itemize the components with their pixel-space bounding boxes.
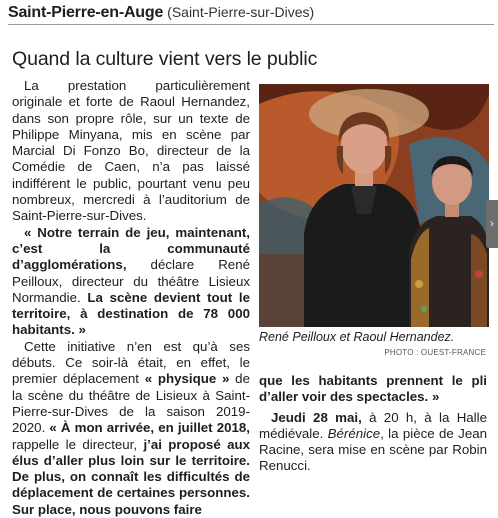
next-page-button[interactable]: [486, 200, 498, 248]
event-date: Jeudi 28 mai,: [271, 409, 362, 425]
place-name: Saint-Pierre-en-Auge: [8, 4, 164, 21]
sub-place-name: (Saint-Pierre-sur-Dives): [167, 4, 315, 20]
play-title: Bérénice: [327, 425, 381, 441]
quote-text: que les habitants prennent le pli d’aller voir des spectacles. »: [259, 373, 487, 405]
photo-illustration: [259, 84, 489, 327]
article-headline: Quand la culture vient vers le public: [12, 48, 318, 70]
paragraph-initiative: [12, 339, 250, 518]
paragraph-intro: La prestation particulièrement originale et forte de Raoul Hernandez, dans son propre rôle, sur un texte de Philippe Minyana, mis en scène par Marcial Di Fonzo Bo, directeur de la Comédie de Caen, n’a pas laissé indifférent le public, pourtant venu peu nombreux, mercredi à l’auditorium de Saint-Pierre-sur-Dives.: [12, 78, 250, 224]
emphasis-text: « physique »: [144, 371, 230, 387]
quote-text: « Notre terrain de jeu, maintenant, c’est la communauté d’agglomérations,: [12, 224, 250, 273]
event-location: à 20 h, à la Halle médiévale.: [259, 409, 487, 441]
photo-caption: René Peilloux et Raoul Hernandez.: [259, 330, 455, 344]
paragraph-quote-end: [259, 373, 487, 406]
quote-attribution: déclare René Peilloux, directeur du théâtre Lisieux Normandie.: [12, 257, 250, 305]
paragraph-event: [259, 410, 487, 475]
article-left-column: [12, 78, 250, 518]
quote-text: « À mon arrivée, en juillet 2018,: [49, 420, 250, 436]
article-header: [8, 4, 494, 25]
event-details: , la pièce de Jean Racine, sera mise en scène par Robin Renucci.: [259, 425, 487, 474]
body-text: Cette initiative n’en est qu’à ses débuts. Ce soir-là était, en effet, le premier déplacement: [12, 338, 250, 387]
photo-credit: PHOTO : OUEST-FRANCE: [384, 348, 486, 357]
chevron-right-icon: ›: [490, 218, 494, 230]
article-right-column: [259, 373, 487, 475]
quote-text: La scène devient tout le territoire, à destination de 78 000 habitants. »: [12, 289, 250, 338]
body-text: de la scène du théâtre de Lisieux à Saint-Pierre-sur-Dives de la saison 2019-2020.: [12, 371, 250, 436]
quote-text: j’ai proposé aux élus d’aller plus loin sur le territoire. De plus, on connaît les difficultés de déplacement de certaines personnes. Sur place, nous pouvons faire: [12, 436, 250, 517]
paragraph-quote: [12, 225, 250, 339]
quote-attribution: rappelle le directeur,: [12, 436, 144, 452]
article-photo: [259, 84, 489, 327]
